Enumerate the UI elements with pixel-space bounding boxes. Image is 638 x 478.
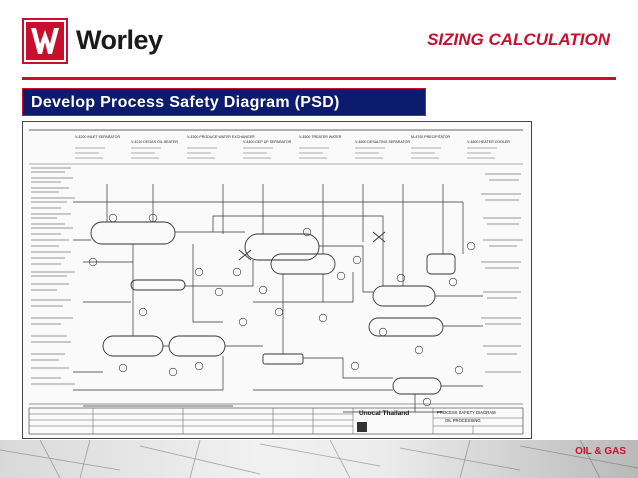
footer-brand: OIL & GAS xyxy=(575,446,626,457)
instrument-bubble xyxy=(195,362,203,370)
diagram-column-label: V-4400 DEP UP SEPARATOR xyxy=(243,140,292,144)
instrument-bubble xyxy=(233,268,241,276)
instrument-bubble xyxy=(397,274,405,282)
instrument-bubble xyxy=(415,346,423,354)
diagram-column-label: V-4210 DEGAS OIL HEATER xyxy=(131,140,178,144)
company-logo-text: Worley xyxy=(76,25,163,55)
diagram-column-detail xyxy=(467,148,497,158)
instrument-bubble xyxy=(351,362,359,370)
slide-title: SIZING CALCULATION xyxy=(427,30,610,49)
instrument-bubbles xyxy=(89,214,475,406)
diagram-column-label: V-4600 DESALTING SEPARATOR xyxy=(355,140,411,144)
title-block-company: Unocal Thailand xyxy=(359,410,410,417)
header-divider xyxy=(22,77,616,80)
diagram-column-detail xyxy=(355,148,385,158)
diagram-column-label: V-4800 HEATER COOLER xyxy=(467,140,510,144)
instrument-bubble xyxy=(467,242,475,250)
instrument-bubble xyxy=(423,398,431,406)
diagram-column-detail xyxy=(75,148,105,158)
diagram-column-label: V-4300 PRODUCE WATER EXCHANGER xyxy=(187,135,255,139)
instrument-bubble xyxy=(259,286,267,294)
diagram-header-columns xyxy=(29,130,523,164)
title-block-line-1: PROCESS SAFETY DIAGRAM xyxy=(437,410,496,415)
right-legend-lines xyxy=(481,174,523,372)
drawing-title-block xyxy=(29,404,523,434)
process-vessels xyxy=(91,222,455,394)
section-heading: Develop Process Safety Diagram (PSD) xyxy=(31,94,340,111)
left-legend-lines xyxy=(31,168,75,384)
instrument-bubble xyxy=(195,268,203,276)
process-safety-diagram xyxy=(22,121,532,439)
diagram-column-detail xyxy=(187,148,217,158)
footer-strip xyxy=(0,440,638,478)
worley-logo-icon xyxy=(22,18,68,64)
diagram-column-label: M-4700 PRECIPITATOR xyxy=(411,135,451,139)
instrument-bubble xyxy=(337,272,345,280)
section-heading-bar xyxy=(22,88,426,116)
diagram-column-label: V-4500 TREATER WATER xyxy=(299,135,342,139)
diagram-column-label: V-4200 INLET SEPARATOR xyxy=(75,135,121,139)
instrument-bubble xyxy=(353,256,361,264)
instrument-bubble xyxy=(303,228,311,236)
diagram-column-detail xyxy=(411,148,441,158)
instrument-bubble xyxy=(169,368,177,376)
diagram-column-detail xyxy=(131,148,161,158)
instrument-bubble xyxy=(109,214,117,222)
instrument-bubble xyxy=(215,288,223,296)
diagram-column-detail xyxy=(243,148,273,158)
instrument-bubble xyxy=(319,314,327,322)
instrument-bubble xyxy=(139,308,147,316)
instrument-bubble xyxy=(119,364,127,372)
title-block-line-2: OIL PROCESSING xyxy=(445,418,481,423)
instrument-bubble xyxy=(449,278,457,286)
diagram-column-detail xyxy=(299,148,329,158)
instrument-bubble xyxy=(455,366,463,374)
instrument-bubble xyxy=(239,318,247,326)
instrument-bubble xyxy=(275,308,283,316)
instrument-bubble xyxy=(379,328,387,336)
